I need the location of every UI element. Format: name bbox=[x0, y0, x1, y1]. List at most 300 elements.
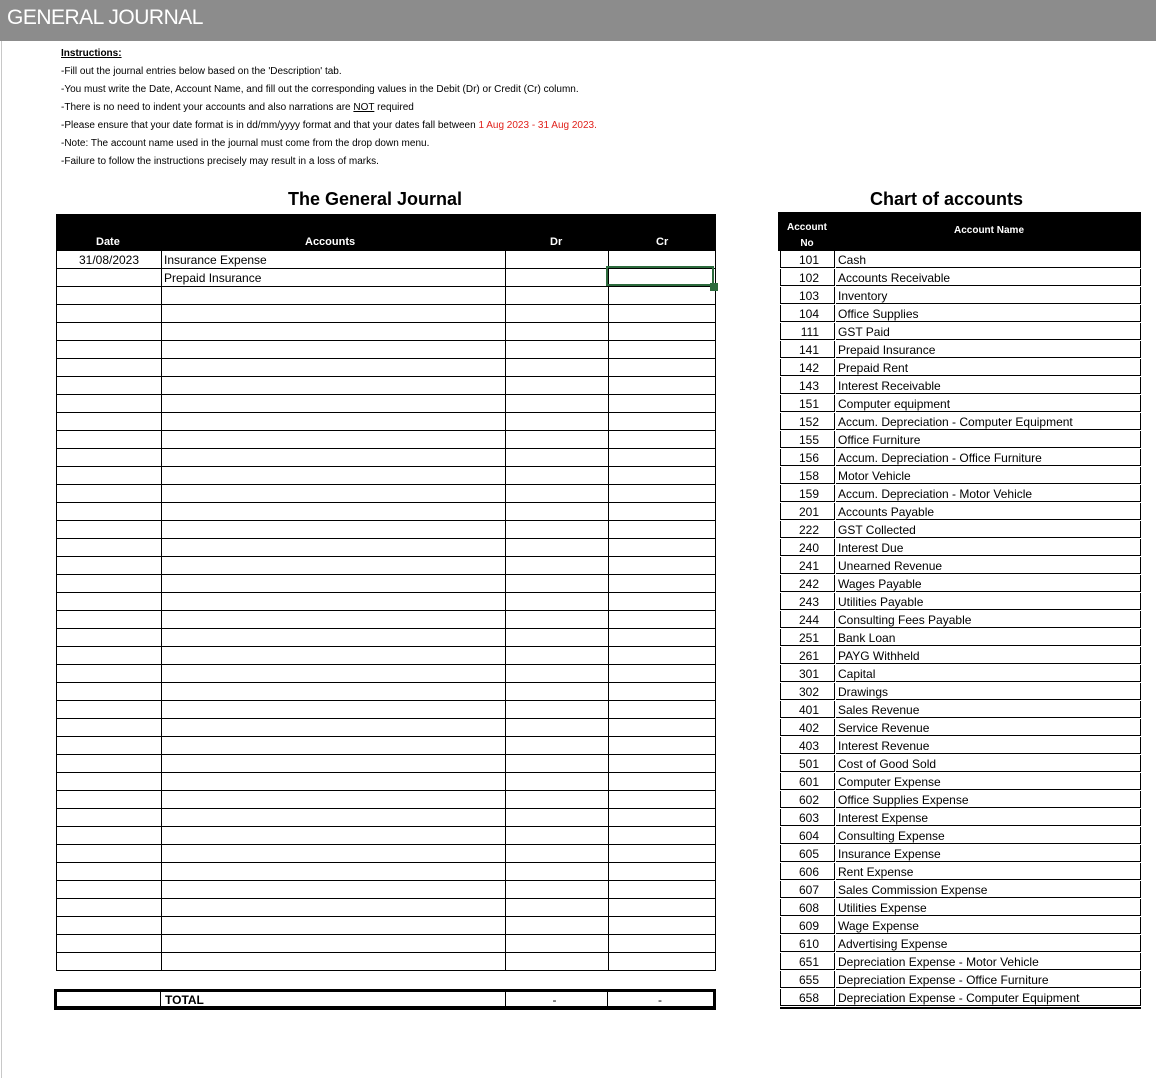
fill-handle[interactable] bbox=[710, 283, 718, 291]
coa-account-name: PAYG Withheld bbox=[836, 647, 1141, 664]
journal-account-cell[interactable] bbox=[161, 683, 506, 701]
journal-dr-cell[interactable] bbox=[503, 287, 609, 305]
journal-account-cell[interactable] bbox=[161, 287, 506, 305]
coa-account-no bbox=[780, 611, 835, 628]
journal-row bbox=[56, 449, 716, 467]
journal-dr-cell[interactable] bbox=[503, 809, 609, 827]
journal-cr-cell[interactable] bbox=[609, 683, 716, 701]
journal-date-cell[interactable] bbox=[56, 431, 162, 449]
journal-date-cell[interactable] bbox=[56, 881, 162, 899]
journal-dr-cell[interactable] bbox=[503, 557, 609, 575]
journal-header-row bbox=[56, 214, 716, 251]
journal-row bbox=[56, 485, 716, 503]
coa-row bbox=[780, 611, 1141, 629]
coa-account-name: Inventory bbox=[836, 287, 1141, 304]
journal-cr-cell[interactable] bbox=[609, 827, 716, 845]
journal-cr-cell[interactable] bbox=[609, 809, 716, 827]
instruction-line-1: -Fill out the journal entries below based on the 'Description' tab. bbox=[61, 66, 342, 77]
journal-cr-cell[interactable] bbox=[609, 791, 716, 809]
coa-account-name: Service Revenue bbox=[836, 719, 1141, 736]
journal-cr-cell[interactable] bbox=[609, 305, 716, 323]
journal-date-cell[interactable] bbox=[56, 395, 162, 413]
instruction-not-emphasis: NOT bbox=[353, 102, 375, 113]
journal-cr-cell[interactable] bbox=[609, 539, 716, 557]
coa-account-no bbox=[780, 467, 835, 484]
coa-account-no bbox=[780, 287, 835, 304]
coa-header-name: Account Name bbox=[954, 225, 1025, 236]
journal-dr-cell[interactable] bbox=[503, 503, 609, 521]
journal-cr-cell[interactable] bbox=[609, 521, 716, 539]
journal-account-cell[interactable] bbox=[161, 917, 506, 935]
journal-dr-cell[interactable] bbox=[503, 575, 609, 593]
journal-account-cell[interactable] bbox=[161, 791, 506, 809]
coa-account-no bbox=[780, 539, 835, 556]
journal-account-cell[interactable] bbox=[161, 557, 506, 575]
journal-date-cell[interactable] bbox=[56, 539, 162, 557]
coa-row bbox=[780, 323, 1141, 341]
coa-row bbox=[780, 899, 1141, 917]
journal-row bbox=[56, 917, 716, 935]
coa-row bbox=[780, 719, 1141, 737]
journal-cr-cell[interactable] bbox=[609, 863, 716, 881]
coa-row bbox=[780, 377, 1141, 395]
journal-account-cell[interactable] bbox=[161, 647, 506, 665]
coa-account-no bbox=[780, 827, 835, 844]
coa-account-no bbox=[780, 809, 835, 826]
journal-account-cell[interactable] bbox=[161, 431, 506, 449]
journal-account-cell[interactable] bbox=[161, 377, 506, 395]
journal-row bbox=[56, 683, 716, 701]
journal-row bbox=[56, 665, 716, 683]
journal-dr-cell[interactable] bbox=[503, 413, 609, 431]
journal-date-cell[interactable] bbox=[56, 737, 162, 755]
coa-account-name: Consulting Expense bbox=[836, 827, 1141, 844]
instruction-line-6: -Failure to follow the instructions precisely may result in a loss of marks. bbox=[61, 156, 379, 167]
coa-account-name: Interest Revenue bbox=[836, 737, 1141, 754]
journal-date-cell[interactable] bbox=[56, 917, 162, 935]
coa-account-no-text: 222 bbox=[798, 523, 819, 537]
journal-date-cell[interactable] bbox=[56, 575, 162, 593]
journal-dr-cell[interactable] bbox=[503, 845, 609, 863]
coa-account-no bbox=[780, 917, 835, 934]
journal-cr-cell[interactable] bbox=[609, 701, 716, 719]
journal-date-cell[interactable] bbox=[56, 683, 162, 701]
journal-dr-cell[interactable] bbox=[503, 917, 609, 935]
journal-cr-cell[interactable] bbox=[609, 953, 716, 971]
coa-row bbox=[780, 467, 1141, 485]
journal-dr-cell[interactable] bbox=[503, 953, 609, 971]
coa-row bbox=[780, 539, 1141, 557]
journal-cr-cell[interactable] bbox=[609, 359, 716, 377]
journal-cr-cell[interactable] bbox=[609, 935, 716, 953]
journal-account-cell[interactable]: Insurance Expense bbox=[161, 251, 506, 269]
journal-date-cell[interactable] bbox=[56, 863, 162, 881]
journal-cr-cell[interactable] bbox=[609, 881, 716, 899]
journal-dr-cell[interactable] bbox=[503, 323, 609, 341]
coa-account-no-text: 601 bbox=[798, 775, 819, 789]
journal-dr-cell[interactable] bbox=[503, 305, 609, 323]
journal-dr-cell[interactable] bbox=[503, 611, 609, 629]
coa-account-no bbox=[780, 881, 835, 898]
journal-dr-cell[interactable] bbox=[503, 377, 609, 395]
coa-header-no-line1: Account bbox=[787, 222, 827, 233]
journal-date-cell[interactable] bbox=[56, 935, 162, 953]
journal-account-cell[interactable] bbox=[161, 755, 506, 773]
journal-dr-cell[interactable] bbox=[503, 737, 609, 755]
journal-cr-cell[interactable] bbox=[609, 917, 716, 935]
journal-dr-cell[interactable] bbox=[503, 773, 609, 791]
journal-date-cell[interactable] bbox=[56, 791, 162, 809]
journal-header-dr: Dr bbox=[550, 236, 563, 248]
coa-account-name: Utilities Expense bbox=[836, 899, 1141, 916]
coa-account-no-text: 240 bbox=[798, 541, 819, 555]
journal-date-cell[interactable] bbox=[56, 629, 162, 647]
journal-date-cell[interactable] bbox=[56, 359, 162, 377]
coa-account-no-text: 651 bbox=[798, 955, 819, 969]
journal-cr-cell[interactable] bbox=[609, 485, 716, 503]
journal-dr-cell[interactable] bbox=[503, 701, 609, 719]
coa-account-no-text: 604 bbox=[798, 829, 819, 843]
active-cell-selection[interactable] bbox=[606, 266, 714, 286]
journal-dr-cell[interactable] bbox=[503, 791, 609, 809]
journal-date-cell[interactable] bbox=[56, 287, 162, 305]
journal-row bbox=[56, 287, 716, 305]
journal-account-cell[interactable] bbox=[161, 701, 506, 719]
journal-dr-cell[interactable] bbox=[503, 251, 609, 269]
journal-account-cell[interactable] bbox=[161, 467, 506, 485]
journal-header-accounts: Accounts bbox=[305, 236, 356, 248]
journal-dr-cell[interactable] bbox=[503, 935, 609, 953]
coa-row bbox=[780, 827, 1141, 845]
journal-account-cell[interactable] bbox=[161, 899, 506, 917]
coa-account-no bbox=[780, 593, 835, 610]
journal-date-cell[interactable] bbox=[56, 755, 162, 773]
coa-account-no bbox=[780, 719, 835, 736]
journal-account-cell[interactable] bbox=[161, 341, 506, 359]
journal-dr-cell[interactable] bbox=[503, 683, 609, 701]
coa-account-no-text: 111 bbox=[800, 325, 819, 339]
coa-account-name: Utilities Payable bbox=[836, 593, 1141, 610]
journal-date-cell[interactable] bbox=[56, 413, 162, 431]
journal-account-cell[interactable] bbox=[161, 359, 506, 377]
journal-dr-cell[interactable] bbox=[503, 665, 609, 683]
coa-account-no-text: 101 bbox=[798, 253, 819, 267]
journal-cr-cell[interactable] bbox=[609, 341, 716, 359]
coa-account-no bbox=[780, 449, 835, 466]
journal-account-cell[interactable] bbox=[161, 665, 506, 683]
coa-header-no-line2: No bbox=[800, 238, 814, 249]
coa-row bbox=[780, 449, 1141, 467]
journal-dr-cell[interactable] bbox=[503, 827, 609, 845]
coa-account-no bbox=[780, 377, 835, 394]
journal-account-cell[interactable] bbox=[161, 827, 506, 845]
journal-cr-cell[interactable] bbox=[609, 503, 716, 521]
journal-cr-cell[interactable] bbox=[609, 845, 716, 863]
journal-account-cell[interactable] bbox=[161, 539, 506, 557]
journal-dr-cell[interactable] bbox=[503, 881, 609, 899]
journal-date-cell[interactable] bbox=[56, 521, 162, 539]
journal-date-cell[interactable] bbox=[56, 593, 162, 611]
coa-account-no bbox=[780, 971, 835, 988]
coa-row bbox=[780, 665, 1141, 683]
journal-row bbox=[56, 845, 716, 863]
coa-account-no-text: 501 bbox=[798, 757, 819, 771]
journal-cr-cell[interactable] bbox=[609, 755, 716, 773]
coa-account-no bbox=[780, 989, 835, 1006]
journal-date-cell[interactable] bbox=[56, 449, 162, 467]
coa-row bbox=[780, 431, 1141, 449]
coa-account-no bbox=[780, 863, 835, 880]
coa-account-no bbox=[780, 629, 835, 646]
instruction-line-3-pre: -There is no need to indent your accounts and also narrations are bbox=[61, 102, 354, 113]
journal-cr-cell[interactable] bbox=[609, 737, 716, 755]
journal-cr-cell[interactable] bbox=[609, 629, 716, 647]
journal-account-cell[interactable]: Prepaid Insurance bbox=[161, 269, 506, 287]
journal-date-cell[interactable] bbox=[56, 809, 162, 827]
journal-dr-cell[interactable] bbox=[503, 755, 609, 773]
coa-account-name: Depreciation Expense - Office Furniture bbox=[836, 971, 1141, 988]
instruction-line-2: -You must write the Date, Account Name, and fill out the corresponding values in the Debit (Dr) or Credit (Cr) column. bbox=[61, 84, 579, 95]
coa-account-no-text: 655 bbox=[798, 973, 819, 987]
journal-date-cell[interactable] bbox=[56, 323, 162, 341]
journal-dr-cell[interactable] bbox=[503, 647, 609, 665]
journal-dr-cell[interactable] bbox=[503, 449, 609, 467]
coa-row bbox=[780, 251, 1141, 269]
coa-account-no-text: 401 bbox=[798, 703, 819, 717]
journal-date-cell[interactable] bbox=[56, 899, 162, 917]
chart-of-accounts-title: Chart of accounts bbox=[870, 189, 1024, 209]
journal-row bbox=[56, 773, 716, 791]
coa-row bbox=[780, 557, 1141, 575]
journal-date-cell[interactable] bbox=[56, 269, 162, 287]
journal-account-cell[interactable] bbox=[161, 521, 506, 539]
journal-account-cell[interactable] bbox=[161, 737, 506, 755]
journal-cr-cell[interactable] bbox=[609, 557, 716, 575]
coa-account-no-text: 242 bbox=[798, 577, 819, 591]
total-date-cell[interactable] bbox=[57, 992, 161, 1007]
coa-account-no bbox=[780, 413, 835, 430]
journal-date-cell[interactable] bbox=[56, 557, 162, 575]
journal-date-cell[interactable] bbox=[56, 665, 162, 683]
coa-row bbox=[780, 287, 1141, 305]
journal-account-cell[interactable] bbox=[161, 413, 506, 431]
journal-date-cell[interactable] bbox=[56, 503, 162, 521]
journal-date-cell[interactable] bbox=[56, 611, 162, 629]
journal-account-cell[interactable] bbox=[161, 449, 506, 467]
coa-account-no-text: 606 bbox=[798, 865, 819, 879]
journal-row bbox=[56, 809, 716, 827]
coa-account-no bbox=[780, 305, 835, 322]
coa-account-no bbox=[780, 503, 835, 520]
coa-row bbox=[780, 269, 1141, 287]
journal-date-cell[interactable] bbox=[56, 827, 162, 845]
journal-date-cell[interactable] bbox=[56, 467, 162, 485]
journal-dr-cell[interactable] bbox=[503, 539, 609, 557]
journal-account-cell[interactable] bbox=[161, 593, 506, 611]
journal-account-cell[interactable] bbox=[161, 575, 506, 593]
journal-cr-cell[interactable] bbox=[609, 467, 716, 485]
journal-date-cell[interactable]: 31/08/2023 bbox=[56, 251, 162, 269]
coa-account-no-text: 243 bbox=[798, 595, 819, 609]
coa-row bbox=[780, 683, 1141, 701]
journal-account-cell[interactable] bbox=[161, 503, 506, 521]
journal-header-date: Date bbox=[96, 236, 120, 248]
coa-account-no bbox=[780, 323, 835, 340]
coa-account-no bbox=[780, 935, 835, 952]
journal-dr-cell[interactable] bbox=[503, 593, 609, 611]
journal-date-cell[interactable] bbox=[56, 719, 162, 737]
coa-row bbox=[780, 395, 1141, 413]
journal-cr-cell[interactable] bbox=[609, 431, 716, 449]
journal-row bbox=[56, 881, 716, 899]
journal-row bbox=[56, 395, 716, 413]
journal-dr-cell[interactable] bbox=[503, 359, 609, 377]
journal-dr-cell[interactable] bbox=[503, 269, 609, 287]
sheet-title: GENERAL JOURNAL bbox=[7, 6, 203, 29]
journal-cr-cell[interactable] bbox=[609, 647, 716, 665]
instructions-heading: Instructions: bbox=[61, 48, 122, 59]
journal-row bbox=[56, 899, 716, 917]
journal-cr-cell[interactable] bbox=[609, 377, 716, 395]
journal-date-cell[interactable] bbox=[56, 305, 162, 323]
journal-cr-cell[interactable] bbox=[609, 611, 716, 629]
journal-total-row bbox=[54, 989, 716, 1010]
coa-row bbox=[780, 863, 1141, 881]
coa-account-name: Interest Due bbox=[836, 539, 1141, 556]
journal-account-cell[interactable] bbox=[161, 629, 506, 647]
coa-row bbox=[780, 629, 1141, 647]
coa-account-name: Unearned Revenue bbox=[836, 557, 1141, 574]
journal-account-cell[interactable] bbox=[161, 881, 506, 899]
journal-cr-cell[interactable] bbox=[609, 449, 716, 467]
journal-account-cell[interactable] bbox=[161, 809, 506, 827]
journal-account-cell[interactable] bbox=[161, 485, 506, 503]
journal-date-cell[interactable] bbox=[56, 953, 162, 971]
journal-cr-cell[interactable] bbox=[609, 593, 716, 611]
journal-account-cell[interactable] bbox=[161, 611, 506, 629]
coa-account-name: Wage Expense bbox=[836, 917, 1141, 934]
coa-row bbox=[780, 593, 1141, 611]
journal-account-cell[interactable] bbox=[161, 845, 506, 863]
journal-account-cell[interactable] bbox=[161, 323, 506, 341]
journal-dr-cell[interactable] bbox=[503, 719, 609, 737]
journal-cr-cell[interactable] bbox=[609, 773, 716, 791]
coa-row bbox=[780, 305, 1141, 323]
coa-account-no bbox=[780, 251, 835, 268]
coa-row bbox=[780, 341, 1141, 359]
journal-account-cell[interactable] bbox=[161, 935, 506, 953]
journal-title: The General Journal bbox=[288, 189, 463, 209]
coa-account-name: Accounts Payable bbox=[836, 503, 1141, 520]
journal-cr-cell[interactable] bbox=[609, 323, 716, 341]
journal-account-cell[interactable] bbox=[161, 863, 506, 881]
journal-cr-cell[interactable] bbox=[609, 719, 716, 737]
journal-row bbox=[56, 431, 716, 449]
coa-account-name: Rent Expense bbox=[836, 863, 1141, 880]
coa-account-no-text: 610 bbox=[798, 937, 819, 951]
journal-row bbox=[56, 539, 716, 557]
journal-date-cell[interactable] bbox=[56, 485, 162, 503]
coa-account-no bbox=[780, 431, 835, 448]
coa-account-name: Accounts Receivable bbox=[836, 269, 1141, 286]
coa-row bbox=[780, 359, 1141, 377]
journal-account-cell[interactable] bbox=[161, 395, 506, 413]
journal-dr-cell[interactable] bbox=[503, 395, 609, 413]
journal-cr-cell[interactable] bbox=[609, 575, 716, 593]
coa-account-no bbox=[780, 683, 835, 700]
coa-account-name: Interest Expense bbox=[836, 809, 1141, 826]
coa-row bbox=[780, 809, 1141, 827]
journal-dr-cell[interactable] bbox=[503, 521, 609, 539]
coa-row bbox=[780, 647, 1141, 665]
coa-account-name: Consulting Fees Payable bbox=[836, 611, 1141, 628]
journal-header-cr: Cr bbox=[656, 236, 669, 248]
journal-account-cell[interactable] bbox=[161, 953, 506, 971]
coa-row bbox=[780, 575, 1141, 593]
coa-row bbox=[780, 503, 1141, 521]
journal-date-cell[interactable] bbox=[56, 773, 162, 791]
coa-account-no bbox=[780, 269, 835, 286]
coa-account-no-text: 244 bbox=[798, 613, 819, 627]
coa-account-name: Cost of Good Sold bbox=[836, 755, 1141, 772]
journal-date-cell[interactable] bbox=[56, 341, 162, 359]
coa-account-no bbox=[780, 953, 835, 970]
journal-dr-cell[interactable] bbox=[503, 629, 609, 647]
journal-date-cell[interactable] bbox=[56, 845, 162, 863]
journal-dr-cell[interactable] bbox=[503, 467, 609, 485]
journal-account-cell[interactable] bbox=[161, 773, 506, 791]
journal-cr-cell[interactable] bbox=[609, 395, 716, 413]
coa-account-name: Computer equipment bbox=[836, 395, 1141, 412]
coa-account-no-text: 658 bbox=[798, 991, 819, 1005]
coa-account-name: Capital bbox=[836, 665, 1141, 682]
coa-account-no bbox=[780, 521, 835, 538]
journal-row bbox=[56, 629, 716, 647]
coa-account-no-text: 602 bbox=[798, 793, 819, 807]
journal-grid bbox=[56, 251, 716, 971]
journal-date-cell[interactable] bbox=[56, 377, 162, 395]
journal-row bbox=[56, 863, 716, 881]
left-divider bbox=[1, 41, 2, 1078]
journal-dr-cell[interactable] bbox=[503, 431, 609, 449]
coa-account-no-text: 608 bbox=[798, 901, 819, 915]
coa-account-name: Insurance Expense bbox=[836, 845, 1141, 862]
coa-account-no-text: 607 bbox=[798, 883, 819, 897]
journal-account-cell[interactable] bbox=[161, 719, 506, 737]
journal-dr-cell[interactable] bbox=[503, 863, 609, 881]
journal-cr-cell[interactable] bbox=[609, 413, 716, 431]
coa-account-no-text: 403 bbox=[798, 739, 819, 753]
journal-cr-cell[interactable] bbox=[609, 287, 716, 305]
coa-account-name: Office Supplies Expense bbox=[836, 791, 1141, 808]
coa-account-name: Interest Receivable bbox=[836, 377, 1141, 394]
journal-date-cell[interactable] bbox=[56, 701, 162, 719]
coa-account-no bbox=[780, 755, 835, 772]
journal-cr-cell[interactable] bbox=[609, 665, 716, 683]
journal-row bbox=[56, 341, 716, 359]
coa-account-name: GST Collected bbox=[836, 521, 1141, 538]
journal-dr-cell[interactable] bbox=[503, 899, 609, 917]
journal-cr-cell[interactable] bbox=[609, 899, 716, 917]
coa-account-no bbox=[780, 359, 835, 376]
coa-account-no bbox=[780, 845, 835, 862]
instruction-line-4-pre: -Please ensure that your date format is in dd/mm/yyyy format and that your dates fall between bbox=[61, 120, 479, 131]
coa-account-name: Office Furniture bbox=[836, 431, 1141, 448]
journal-account-cell[interactable] bbox=[161, 305, 506, 323]
journal-dr-cell[interactable] bbox=[503, 485, 609, 503]
journal-dr-cell[interactable] bbox=[503, 341, 609, 359]
journal-date-cell[interactable] bbox=[56, 647, 162, 665]
